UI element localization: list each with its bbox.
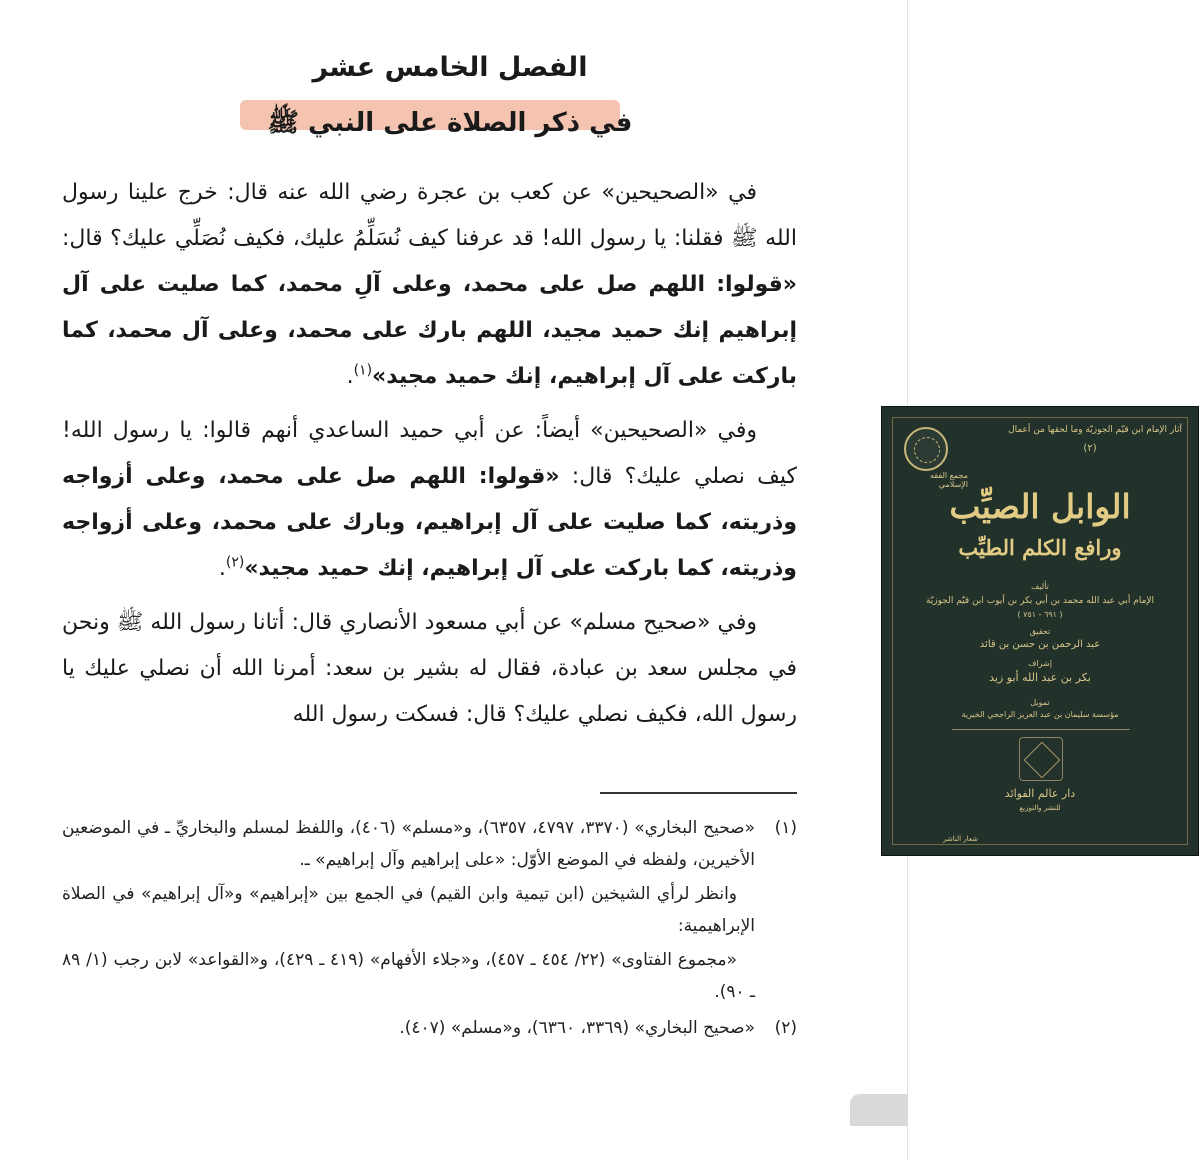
page-curl <box>850 1094 908 1126</box>
footnote-subtext: «مجموع الفتاوى» (٢٢/ ٤٥٤ ـ ٤٥٧)، و«جلاء الأفهام» (٤١٩ ـ ٤٢٩)، و«القواعد» لابن رجب (١/ ٨٩ ـ ٩٠). <box>62 950 755 1002</box>
cover-funder: مؤسسة سليمان بن عبد العزيز الراجحي الخيرية <box>961 710 1119 719</box>
cover-supervisor: بكر بن عبد الله أبو زيد <box>989 671 1091 684</box>
chapter-title: الفصل الخامس عشر <box>312 52 588 83</box>
cover-series: آثار الإمام ابن قيّم الجوزيّة وما لحقها من أعمال <box>1008 425 1182 435</box>
cover-editor: عبد الرحمن بن حسن بن قائد <box>979 639 1101 650</box>
cover-publisher: دار عالم الفوائد <box>1004 787 1076 800</box>
paragraph-text-end: . <box>346 364 354 389</box>
seal-icon <box>904 427 948 471</box>
footnote-separator <box>600 792 797 794</box>
paragraph-text: وفي «الصحيحين» أيضاً: عن أبي حميد الساعدي أنهم قالوا: يا رسول الله! كيف نصلي عليك؟ قال: <box>62 418 797 489</box>
cover-corner-text: شعار الناشر <box>942 835 978 843</box>
footnote-text: «صحيح البخاري» (٣٣٧٠، ٤٧٩٧، ٦٣٥٧)، و«مسلم» (٤٠٦)، واللفظ لمسلم والبخاريِّ ـ في الموضعين الأخيرين، ولفظه في الموضع الأوّل: «على إبراهيم وآل إبراهيم» ـ. <box>62 818 756 870</box>
footnote-number: (٢) <box>774 1018 797 1038</box>
cover-subtitle: ورافع الكلم الطيِّب <box>958 535 1122 560</box>
footnote-ref[interactable]: (١) <box>353 362 373 379</box>
footnote-ref[interactable]: (٢) <box>225 554 245 571</box>
footnote-subtext: وانظر لرأي الشيخين (ابن تيمية وابن القيم) في الجمع بين «إبراهيم» و«آل إبراهيم» في الصلاة الإبراهيمية: <box>62 884 755 936</box>
cover-series-number: (٢) <box>1083 443 1097 454</box>
cover-divider <box>952 729 1130 730</box>
cover-supervisor-label: إشراف <box>1028 659 1052 668</box>
book-cover <box>881 406 1199 856</box>
hadith-quote: «قولوا: اللهم صل على محمد، وعلى آلِ محمد، كما صليت على آل إبراهيم إنك حميد مجيد، اللهم بارك على محمد، وعلى آل محمد، كما باركت على آل إبراهيم، إنك حميد مجيد» <box>62 272 797 389</box>
paragraph-3 <box>62 600 797 738</box>
footnote-number: (١) <box>774 818 797 838</box>
paragraph-text: وفي «صحيح مسلم» عن أبي مسعود الأنصاري قال: أتانا رسول الله ﷺ ونحن في مجلس سعد بن عبادة، فقال له بشير بن سعد: أمرنا الله أن نصلي عليك يا رسول الله، فكيف نصلي عليك؟ قال: فسكت رسول الله <box>62 610 797 727</box>
footnote-text: «صحيح البخاري» (٣٣٦٩، ٦٣٦٠)، و«مسلم» (٤٠٧). <box>399 1018 755 1038</box>
cover-small-note: مجمع الفقه الإسلامي <box>930 471 968 489</box>
paragraph-text-end: . <box>218 556 226 581</box>
chapter-subtitle: في ذكر الصلاة على النبي ﷺ <box>267 108 633 138</box>
cover-editor-label: تحقيق <box>1029 627 1051 636</box>
paragraph-2 <box>62 408 797 592</box>
footnote-2 <box>62 1012 797 1044</box>
cover-author-label: تأليف <box>1031 582 1049 591</box>
footnote-1 <box>62 812 797 1008</box>
body-text <box>62 170 797 746</box>
cover-publisher-sub: للنشر والتوزيع <box>1019 804 1061 812</box>
footnotes <box>62 812 797 1048</box>
paragraph-text: في «الصحيحين» عن كعب بن عجرة رضي الله عنه قال: خرج علينا رسول الله ﷺ فقلنا: يا رسول الله! قد عرفنا كيف نُسَلِّمُ عليك، فكيف نُصَلِّي عليك؟ قال: <box>62 180 797 251</box>
publisher-logo-icon <box>1019 737 1063 781</box>
paragraph-1 <box>62 170 797 400</box>
cover-funder-label: تمويل <box>1030 698 1050 707</box>
hadith-quote: «قولوا: اللهم صل على محمد، وعلى أزواجه وذريته، كما صليت على آل إبراهيم، وبارك على محمد، وعلى أزواجه وذريته، كما باركت على آل إبراهيم، إنك حميد مجيد» <box>62 464 797 581</box>
cover-title: الوابل الصيِّب <box>949 487 1131 526</box>
cover-author: الإمام أبي عبد الله محمد بن أبي بكر بن أيوب ابن قيّم الجوزيّة <box>925 596 1155 606</box>
cover-dates: ( ٦٩١ - ٧٥١ ) <box>1017 610 1063 619</box>
